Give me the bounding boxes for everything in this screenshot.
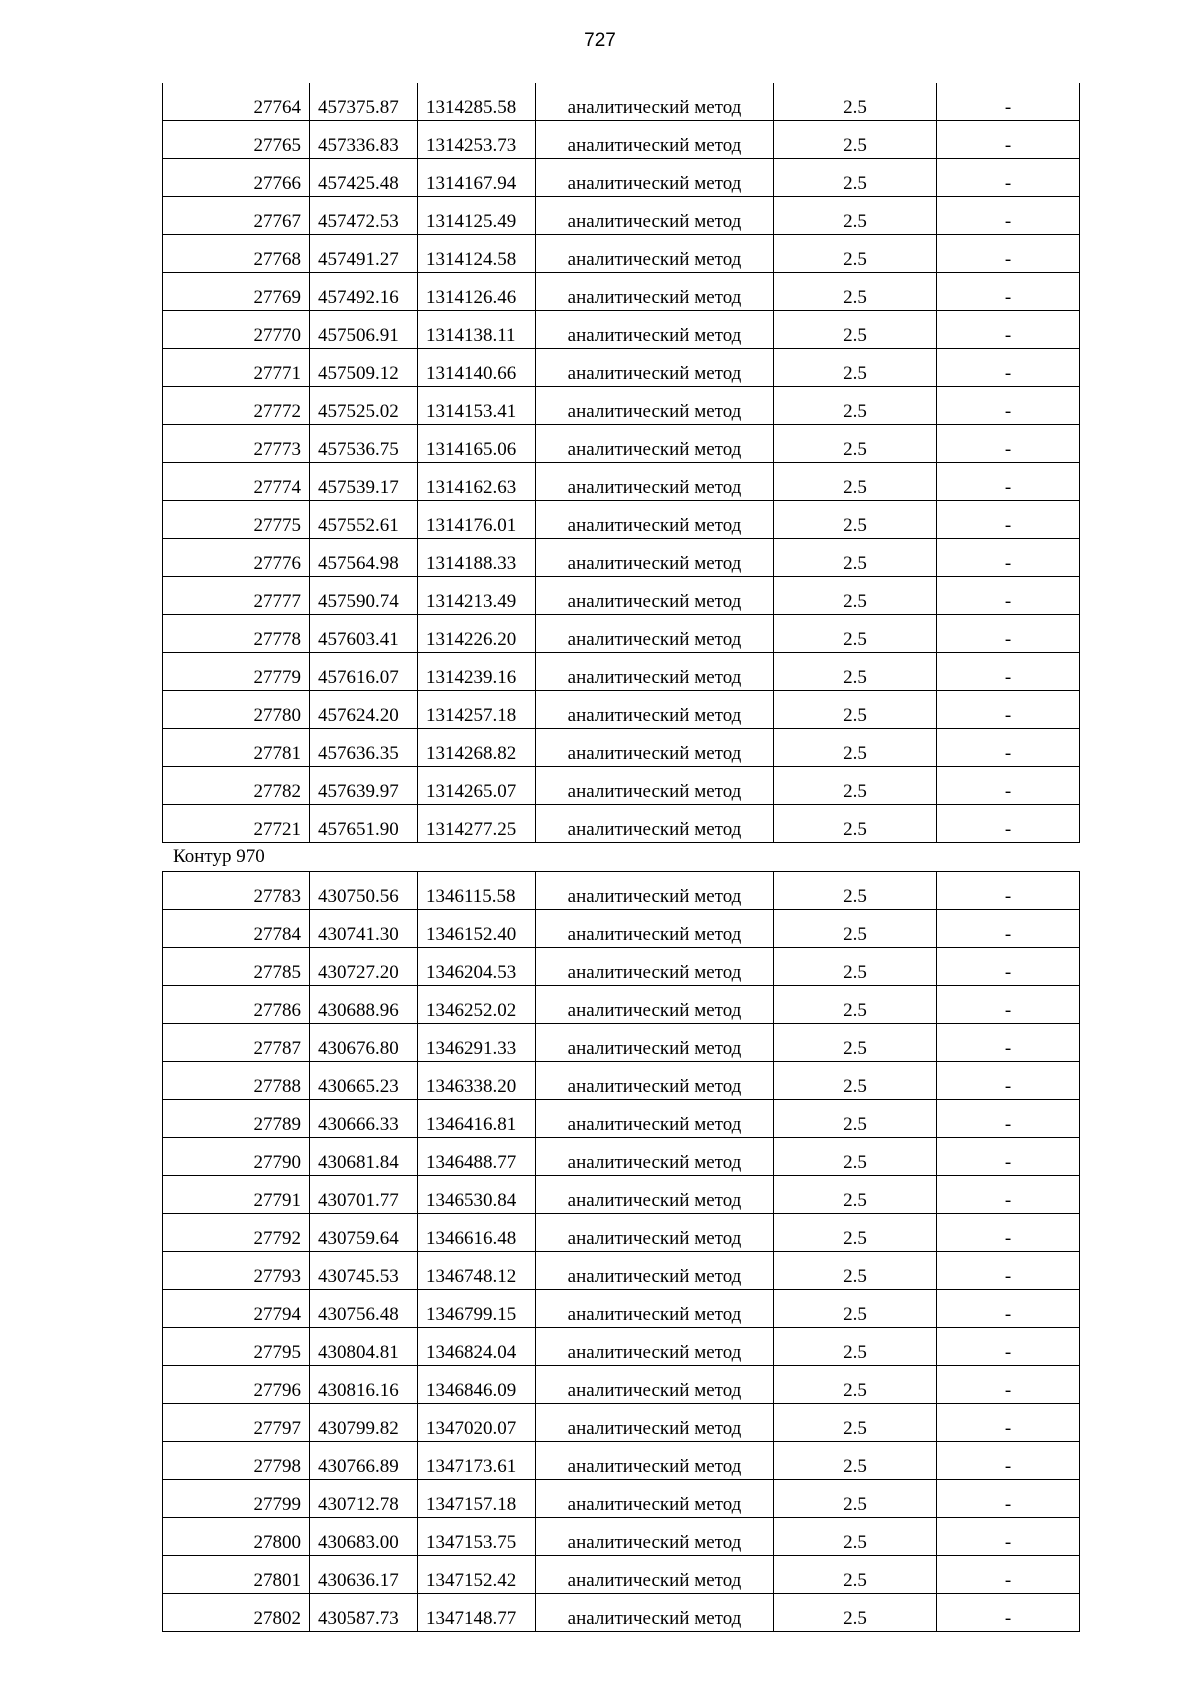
table-row <box>163 273 1080 311</box>
method-cell: аналитический метод <box>536 872 774 910</box>
method-cell: аналитический метод <box>536 1176 774 1214</box>
point-number-cell: 27789 <box>163 1100 310 1138</box>
point-number-cell: 27801 <box>163 1556 310 1594</box>
description-cell: - <box>937 767 1080 805</box>
table-row <box>163 767 1080 805</box>
x-coordinate-cell: 430816.16 <box>310 1366 418 1404</box>
table-row <box>163 577 1080 615</box>
point-number-cell: 27764 <box>163 83 310 121</box>
table-row <box>163 805 1080 843</box>
method-cell: аналитический метод <box>536 463 774 501</box>
x-coordinate-cell: 430676.80 <box>310 1024 418 1062</box>
method-cell: аналитический метод <box>536 83 774 121</box>
table-row <box>163 1290 1080 1328</box>
description-cell: - <box>937 1518 1080 1556</box>
x-coordinate-cell: 457491.27 <box>310 235 418 273</box>
method-cell: аналитический метод <box>536 425 774 463</box>
point-number-cell: 27769 <box>163 273 310 311</box>
x-coordinate-cell: 430799.82 <box>310 1404 418 1442</box>
x-coordinate-cell: 430666.33 <box>310 1100 418 1138</box>
table-row <box>163 121 1080 159</box>
y-coordinate-cell: 1347148.77 <box>418 1594 536 1632</box>
point-number-cell: 27800 <box>163 1518 310 1556</box>
y-coordinate-cell: 1314277.25 <box>418 805 536 843</box>
x-coordinate-cell: 430727.20 <box>310 948 418 986</box>
accuracy-cell: 2.5 <box>774 1328 937 1366</box>
point-number-cell: 27777 <box>163 577 310 615</box>
method-cell: аналитический метод <box>536 653 774 691</box>
x-coordinate-cell: 457492.16 <box>310 273 418 311</box>
point-number-cell: 27794 <box>163 1290 310 1328</box>
accuracy-cell: 2.5 <box>774 1480 937 1518</box>
y-coordinate-cell: 1347020.07 <box>418 1404 536 1442</box>
accuracy-cell: 2.5 <box>774 1366 937 1404</box>
accuracy-cell: 2.5 <box>774 910 937 948</box>
x-coordinate-cell: 430766.89 <box>310 1442 418 1480</box>
x-coordinate-cell: 430688.96 <box>310 986 418 1024</box>
point-number-cell: 27771 <box>163 349 310 387</box>
method-cell: аналитический метод <box>536 387 774 425</box>
point-number-cell: 27774 <box>163 463 310 501</box>
description-cell: - <box>937 729 1080 767</box>
table-row <box>163 615 1080 653</box>
x-coordinate-cell: 457552.61 <box>310 501 418 539</box>
description-cell: - <box>937 1252 1080 1290</box>
description-cell: - <box>937 1480 1080 1518</box>
description-cell: - <box>937 691 1080 729</box>
table-row <box>163 691 1080 729</box>
point-number-cell: 27799 <box>163 1480 310 1518</box>
table-row <box>163 235 1080 273</box>
table-row <box>163 1556 1080 1594</box>
accuracy-cell: 2.5 <box>774 986 937 1024</box>
accuracy-cell: 2.5 <box>774 872 937 910</box>
table-row <box>163 1366 1080 1404</box>
point-number-cell: 27776 <box>163 539 310 577</box>
method-cell: аналитический метод <box>536 1556 774 1594</box>
method-cell: аналитический метод <box>536 159 774 197</box>
table-row <box>163 948 1080 986</box>
accuracy-cell: 2.5 <box>774 1556 937 1594</box>
point-number-cell: 27782 <box>163 767 310 805</box>
x-coordinate-cell: 457639.97 <box>310 767 418 805</box>
accuracy-cell: 2.5 <box>774 235 937 273</box>
x-coordinate-cell: 430636.17 <box>310 1556 418 1594</box>
accuracy-cell: 2.5 <box>774 273 937 311</box>
table-row <box>163 1480 1080 1518</box>
x-coordinate-cell: 457651.90 <box>310 805 418 843</box>
y-coordinate-cell: 1346338.20 <box>418 1062 536 1100</box>
description-cell: - <box>937 83 1080 121</box>
method-cell: аналитический метод <box>536 805 774 843</box>
description-cell: - <box>937 1366 1080 1404</box>
accuracy-cell: 2.5 <box>774 1518 937 1556</box>
y-coordinate-cell: 1314268.82 <box>418 729 536 767</box>
description-cell: - <box>937 1214 1080 1252</box>
accuracy-cell: 2.5 <box>774 691 937 729</box>
method-cell: аналитический метод <box>536 235 774 273</box>
point-number-cell: 27797 <box>163 1404 310 1442</box>
accuracy-cell: 2.5 <box>774 767 937 805</box>
description-cell: - <box>937 425 1080 463</box>
description-cell: - <box>937 872 1080 910</box>
table-row <box>163 539 1080 577</box>
table-row <box>163 159 1080 197</box>
description-cell: - <box>937 1556 1080 1594</box>
table-row <box>163 1062 1080 1100</box>
table-row <box>163 1594 1080 1632</box>
x-coordinate-cell: 457616.07 <box>310 653 418 691</box>
accuracy-cell: 2.5 <box>774 577 937 615</box>
y-coordinate-cell: 1346291.33 <box>418 1024 536 1062</box>
method-cell: аналитический метод <box>536 1480 774 1518</box>
point-number-cell: 27775 <box>163 501 310 539</box>
y-coordinate-cell: 1347157.18 <box>418 1480 536 1518</box>
y-coordinate-cell: 1346748.12 <box>418 1252 536 1290</box>
point-number-cell: 27792 <box>163 1214 310 1252</box>
method-cell: аналитический метод <box>536 1062 774 1100</box>
x-coordinate-cell: 430804.81 <box>310 1328 418 1366</box>
table-row <box>163 1024 1080 1062</box>
accuracy-cell: 2.5 <box>774 1252 937 1290</box>
description-cell: - <box>937 235 1080 273</box>
table-row <box>163 463 1080 501</box>
y-coordinate-cell: 1314285.58 <box>418 83 536 121</box>
accuracy-cell: 2.5 <box>774 83 937 121</box>
description-cell: - <box>937 463 1080 501</box>
method-cell: аналитический метод <box>536 1366 774 1404</box>
x-coordinate-cell: 430683.00 <box>310 1518 418 1556</box>
x-coordinate-cell: 430587.73 <box>310 1594 418 1632</box>
method-cell: аналитический метод <box>536 1594 774 1632</box>
y-coordinate-cell: 1314138.11 <box>418 311 536 349</box>
y-coordinate-cell: 1346204.53 <box>418 948 536 986</box>
y-coordinate-cell: 1347153.75 <box>418 1518 536 1556</box>
table-row <box>163 425 1080 463</box>
x-coordinate-cell: 430750.56 <box>310 872 418 910</box>
method-cell: аналитический метод <box>536 615 774 653</box>
table-row <box>163 1100 1080 1138</box>
point-number-cell: 27772 <box>163 387 310 425</box>
point-number-cell: 27779 <box>163 653 310 691</box>
table-row <box>163 1214 1080 1252</box>
description-cell: - <box>937 986 1080 1024</box>
x-coordinate-cell: 457624.20 <box>310 691 418 729</box>
x-coordinate-cell: 457636.35 <box>310 729 418 767</box>
y-coordinate-cell: 1346252.02 <box>418 986 536 1024</box>
accuracy-cell: 2.5 <box>774 948 937 986</box>
accuracy-cell: 2.5 <box>774 1404 937 1442</box>
x-coordinate-cell: 457525.02 <box>310 387 418 425</box>
x-coordinate-cell: 457590.74 <box>310 577 418 615</box>
x-coordinate-cell: 457539.17 <box>310 463 418 501</box>
y-coordinate-cell: 1346799.15 <box>418 1290 536 1328</box>
y-coordinate-cell: 1314140.66 <box>418 349 536 387</box>
x-coordinate-cell: 457375.87 <box>310 83 418 121</box>
method-cell: аналитический метод <box>536 577 774 615</box>
method-cell: аналитический метод <box>536 691 774 729</box>
y-coordinate-cell: 1346530.84 <box>418 1176 536 1214</box>
point-number-cell: 27791 <box>163 1176 310 1214</box>
table-row <box>163 729 1080 767</box>
table-row <box>163 1176 1080 1214</box>
x-coordinate-cell: 457472.53 <box>310 197 418 235</box>
accuracy-cell: 2.5 <box>774 1442 937 1480</box>
point-number-cell: 27721 <box>163 805 310 843</box>
table-row <box>163 986 1080 1024</box>
x-coordinate-cell: 430745.53 <box>310 1252 418 1290</box>
table-row <box>163 387 1080 425</box>
description-cell: - <box>937 501 1080 539</box>
x-coordinate-cell: 430701.77 <box>310 1176 418 1214</box>
y-coordinate-cell: 1314125.49 <box>418 197 536 235</box>
description-cell: - <box>937 387 1080 425</box>
description-cell: - <box>937 910 1080 948</box>
table-row <box>163 349 1080 387</box>
description-cell: - <box>937 349 1080 387</box>
y-coordinate-cell: 1314253.73 <box>418 121 536 159</box>
point-number-cell: 27783 <box>163 872 310 910</box>
accuracy-cell: 2.5 <box>774 311 937 349</box>
coordinates-table <box>162 83 1080 843</box>
point-number-cell: 27773 <box>163 425 310 463</box>
y-coordinate-cell: 1314126.46 <box>418 273 536 311</box>
point-number-cell: 27796 <box>163 1366 310 1404</box>
description-cell: - <box>937 1442 1080 1480</box>
method-cell: аналитический метод <box>536 1252 774 1290</box>
accuracy-cell: 2.5 <box>774 653 937 691</box>
accuracy-cell: 2.5 <box>774 197 937 235</box>
x-coordinate-cell: 430741.30 <box>310 910 418 948</box>
y-coordinate-cell: 1314176.01 <box>418 501 536 539</box>
accuracy-cell: 2.5 <box>774 1138 937 1176</box>
description-cell: - <box>937 311 1080 349</box>
table-row <box>163 872 1080 910</box>
point-number-cell: 27785 <box>163 948 310 986</box>
point-number-cell: 27770 <box>163 311 310 349</box>
y-coordinate-cell: 1314153.41 <box>418 387 536 425</box>
point-number-cell: 27790 <box>163 1138 310 1176</box>
x-coordinate-cell: 457603.41 <box>310 615 418 653</box>
method-cell: аналитический метод <box>536 1024 774 1062</box>
table-row <box>163 1252 1080 1290</box>
description-cell: - <box>937 1100 1080 1138</box>
y-coordinate-cell: 1346824.04 <box>418 1328 536 1366</box>
y-coordinate-cell: 1314188.33 <box>418 539 536 577</box>
method-cell: аналитический метод <box>536 1138 774 1176</box>
method-cell: аналитический метод <box>536 501 774 539</box>
point-number-cell: 27798 <box>163 1442 310 1480</box>
description-cell: - <box>937 577 1080 615</box>
y-coordinate-cell: 1314167.94 <box>418 159 536 197</box>
description-cell: - <box>937 197 1080 235</box>
method-cell: аналитический метод <box>536 1328 774 1366</box>
method-cell: аналитический метод <box>536 121 774 159</box>
x-coordinate-cell: 430712.78 <box>310 1480 418 1518</box>
accuracy-cell: 2.5 <box>774 463 937 501</box>
table-row <box>163 1328 1080 1366</box>
accuracy-cell: 2.5 <box>774 539 937 577</box>
x-coordinate-cell: 457336.83 <box>310 121 418 159</box>
y-coordinate-cell: 1314124.58 <box>418 235 536 273</box>
accuracy-cell: 2.5 <box>774 387 937 425</box>
table-row <box>163 501 1080 539</box>
description-cell: - <box>937 1062 1080 1100</box>
method-cell: аналитический метод <box>536 910 774 948</box>
description-cell: - <box>937 948 1080 986</box>
method-cell: аналитический метод <box>536 1214 774 1252</box>
point-number-cell: 27784 <box>163 910 310 948</box>
description-cell: - <box>937 539 1080 577</box>
y-coordinate-cell: 1314162.63 <box>418 463 536 501</box>
accuracy-cell: 2.5 <box>774 1176 937 1214</box>
accuracy-cell: 2.5 <box>774 1214 937 1252</box>
point-number-cell: 27787 <box>163 1024 310 1062</box>
y-coordinate-cell: 1346616.48 <box>418 1214 536 1252</box>
y-coordinate-cell: 1314165.06 <box>418 425 536 463</box>
description-cell: - <box>937 805 1080 843</box>
accuracy-cell: 2.5 <box>774 1062 937 1100</box>
point-number-cell: 27795 <box>163 1328 310 1366</box>
description-cell: - <box>937 1404 1080 1442</box>
method-cell: аналитический метод <box>536 311 774 349</box>
accuracy-cell: 2.5 <box>774 501 937 539</box>
description-cell: - <box>937 273 1080 311</box>
table-row <box>163 910 1080 948</box>
x-coordinate-cell: 457564.98 <box>310 539 418 577</box>
method-cell: аналитический метод <box>536 349 774 387</box>
table-row <box>163 1404 1080 1442</box>
point-number-cell: 27778 <box>163 615 310 653</box>
point-number-cell: 27765 <box>163 121 310 159</box>
description-cell: - <box>937 1290 1080 1328</box>
accuracy-cell: 2.5 <box>774 805 937 843</box>
y-coordinate-cell: 1346846.09 <box>418 1366 536 1404</box>
method-cell: аналитический метод <box>536 1290 774 1328</box>
accuracy-cell: 2.5 <box>774 121 937 159</box>
point-number-cell: 27793 <box>163 1252 310 1290</box>
accuracy-cell: 2.5 <box>774 1594 937 1632</box>
method-cell: аналитический метод <box>536 767 774 805</box>
method-cell: аналитический метод <box>536 1442 774 1480</box>
method-cell: аналитический метод <box>536 539 774 577</box>
description-cell: - <box>937 653 1080 691</box>
x-coordinate-cell: 430665.23 <box>310 1062 418 1100</box>
y-coordinate-cell: 1346488.77 <box>418 1138 536 1176</box>
y-coordinate-cell: 1346152.40 <box>418 910 536 948</box>
coordinates-table <box>162 871 1080 1632</box>
point-number-cell: 27767 <box>163 197 310 235</box>
x-coordinate-cell: 457536.75 <box>310 425 418 463</box>
description-cell: - <box>937 1024 1080 1062</box>
accuracy-cell: 2.5 <box>774 159 937 197</box>
description-cell: - <box>937 1328 1080 1366</box>
table-row <box>163 83 1080 121</box>
table-row <box>163 197 1080 235</box>
x-coordinate-cell: 457425.48 <box>310 159 418 197</box>
description-cell: - <box>937 615 1080 653</box>
table-row <box>163 1518 1080 1556</box>
method-cell: аналитический метод <box>536 948 774 986</box>
point-number-cell: 27766 <box>163 159 310 197</box>
description-cell: - <box>937 121 1080 159</box>
point-number-cell: 27780 <box>163 691 310 729</box>
contour-label: Контур 970 <box>173 846 265 867</box>
y-coordinate-cell: 1346115.58 <box>418 872 536 910</box>
description-cell: - <box>937 1594 1080 1632</box>
point-number-cell: 27786 <box>163 986 310 1024</box>
x-coordinate-cell: 457509.12 <box>310 349 418 387</box>
x-coordinate-cell: 457506.91 <box>310 311 418 349</box>
table-row <box>163 311 1080 349</box>
y-coordinate-cell: 1314213.49 <box>418 577 536 615</box>
y-coordinate-cell: 1314226.20 <box>418 615 536 653</box>
y-coordinate-cell: 1347152.42 <box>418 1556 536 1594</box>
x-coordinate-cell: 430756.48 <box>310 1290 418 1328</box>
table-row <box>163 653 1080 691</box>
y-coordinate-cell: 1314239.16 <box>418 653 536 691</box>
method-cell: аналитический метод <box>536 729 774 767</box>
accuracy-cell: 2.5 <box>774 729 937 767</box>
accuracy-cell: 2.5 <box>774 1100 937 1138</box>
accuracy-cell: 2.5 <box>774 615 937 653</box>
point-number-cell: 27802 <box>163 1594 310 1632</box>
point-number-cell: 27788 <box>163 1062 310 1100</box>
point-number-cell: 27768 <box>163 235 310 273</box>
y-coordinate-cell: 1346416.81 <box>418 1100 536 1138</box>
accuracy-cell: 2.5 <box>774 349 937 387</box>
accuracy-cell: 2.5 <box>774 425 937 463</box>
table-row <box>163 1138 1080 1176</box>
method-cell: аналитический метод <box>536 1404 774 1442</box>
point-number-cell: 27781 <box>163 729 310 767</box>
y-coordinate-cell: 1347173.61 <box>418 1442 536 1480</box>
method-cell: аналитический метод <box>536 1100 774 1138</box>
table-row <box>163 1442 1080 1480</box>
x-coordinate-cell: 430759.64 <box>310 1214 418 1252</box>
accuracy-cell: 2.5 <box>774 1024 937 1062</box>
method-cell: аналитический метод <box>536 273 774 311</box>
method-cell: аналитический метод <box>536 197 774 235</box>
accuracy-cell: 2.5 <box>774 1290 937 1328</box>
y-coordinate-cell: 1314265.07 <box>418 767 536 805</box>
page-number: 727 <box>584 30 616 51</box>
method-cell: аналитический метод <box>536 986 774 1024</box>
x-coordinate-cell: 430681.84 <box>310 1138 418 1176</box>
method-cell: аналитический метод <box>536 1518 774 1556</box>
description-cell: - <box>937 1138 1080 1176</box>
y-coordinate-cell: 1314257.18 <box>418 691 536 729</box>
description-cell: - <box>937 1176 1080 1214</box>
description-cell: - <box>937 159 1080 197</box>
